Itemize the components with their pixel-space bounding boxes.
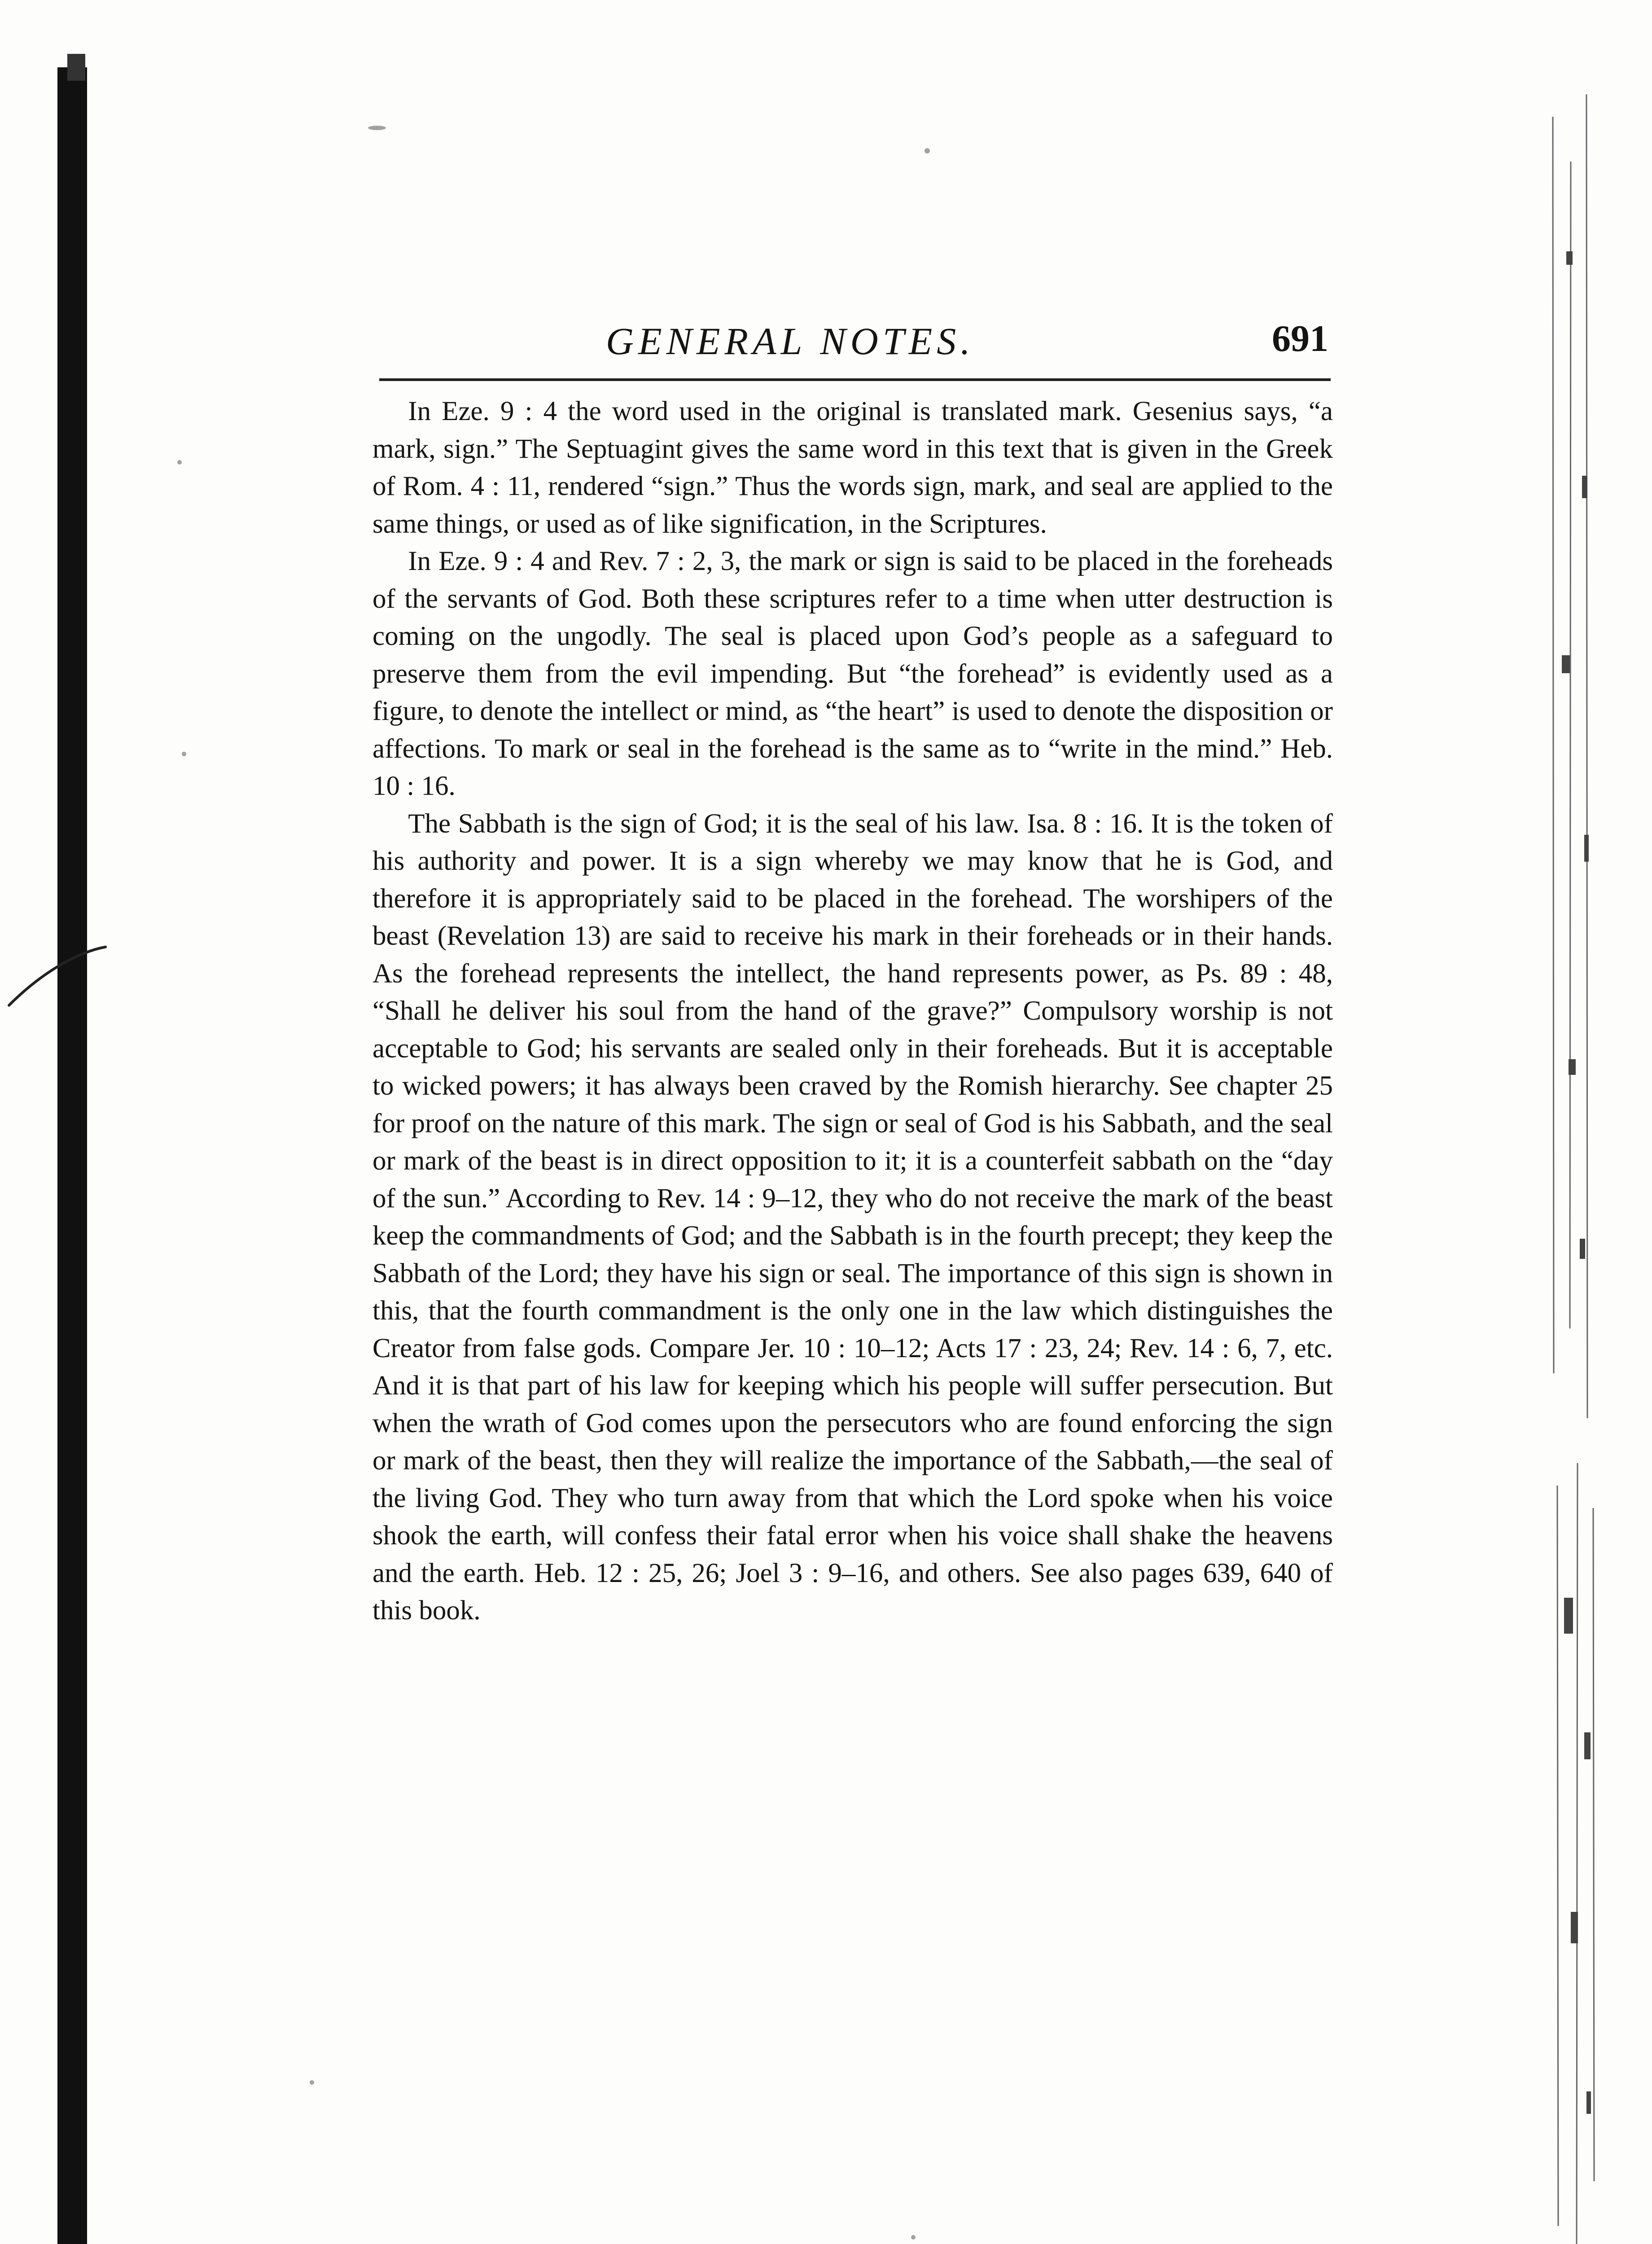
body-text	[372, 393, 1333, 1630]
binding-edge	[57, 67, 87, 2244]
right-edge-scan-noise	[1544, 72, 1607, 2244]
margin-pen-stroke	[4, 942, 108, 1010]
paragraph: In Eze. 9 : 4 the word used in the original is translated mark. Gesenius says, “a mark, sign.” The Septuagint gives the same word in this text that is given in the Greek of Rom. 4 : 11, rendered “sign.” Thus the words sign, mark, and seal are applied to the same things, or used as of like signification, in the Scriptures.	[372, 396, 1333, 539]
scan-speck	[177, 460, 182, 465]
header-rule	[379, 378, 1331, 381]
binding-edge-top	[67, 54, 85, 81]
scan-speck	[911, 2235, 916, 2240]
scan-speck	[368, 126, 386, 130]
page-number: 691	[1272, 318, 1328, 359]
running-head: GENERAL NOTES.	[606, 320, 975, 363]
paragraph: The Sabbath is the sign of God; it is the seal of his law. Isa. 8 : 16. It is the token of his authority and power. It is a sign whereby we may know that he is God, and therefore it is appropriately said to be placed in the forehead. The worshipers of the beast (Revelation 13) are said to receive his mark in their foreheads or in their hands. As the forehead represents the intellect, the hand represents power, as Ps. 89 : 48, “Shall he deliver his soul from the hand of the grave?” Compulsory worship is not acceptable to God; his servants are sealed only in their foreheads. But it is acceptable to wicked powers; it has always been craved by the Romish hierarchy. See chapter 25 for proof on the nature of this mark. The sign or seal of God is his Sabbath, and the seal or mark of the beast is in direct opposition to it; it is a counterfeit sabbath on the “day of the sun.” According to Rev. 14 : 9–12, they who do not receive the mark of the beast keep the commandments of God; and the Sabbath is in the fourth precept; they keep the Sabbath of the Lord; they have his sign or seal. The importance of this sign is shown in this, that the fourth commandment is the only one in the law which distinguishes the Creator from false gods. Compare Jer. 10 : 10–12; Acts 17 : 23, 24; Rev. 14 : 6, 7, etc. And it is that part of his law for keeping which his people will suffer persecution. But when the wrath of God comes upon the persecutors who are found enforcing the sign or mark of the beast, then they will realize the importance of the Sabbath,—the seal of the living God. They who turn away from that which the Lord spoke when his voice shook the earth, will confess their fatal error when his voice shall shake the heavens and the earth. Heb. 12 : 25, 26; Joel 3 : 9–16, and others. See also pages 639, 640 of this book.	[372, 808, 1333, 1626]
page-header	[372, 314, 1337, 364]
scan-speck	[182, 752, 186, 756]
scan-speck	[925, 148, 930, 153]
paragraph: In Eze. 9 : 4 and Rev. 7 : 2, 3, the mark or sign is said to be placed in the foreheads of the servants of God. Both these scriptures refer to a time when utter destruction is coming on the ungodly. The seal is placed upon God’s people as a safeguard to preserve them from the evil impending. But “the forehead” is evidently used as a figure, to denote the intellect or mind, as “the heart” is used to denote the disposition or affections. To mark or seal in the forehead is the same as to “write in the mind.” Heb. 10 : 16.	[372, 546, 1333, 801]
scan-speck	[310, 2080, 314, 2085]
